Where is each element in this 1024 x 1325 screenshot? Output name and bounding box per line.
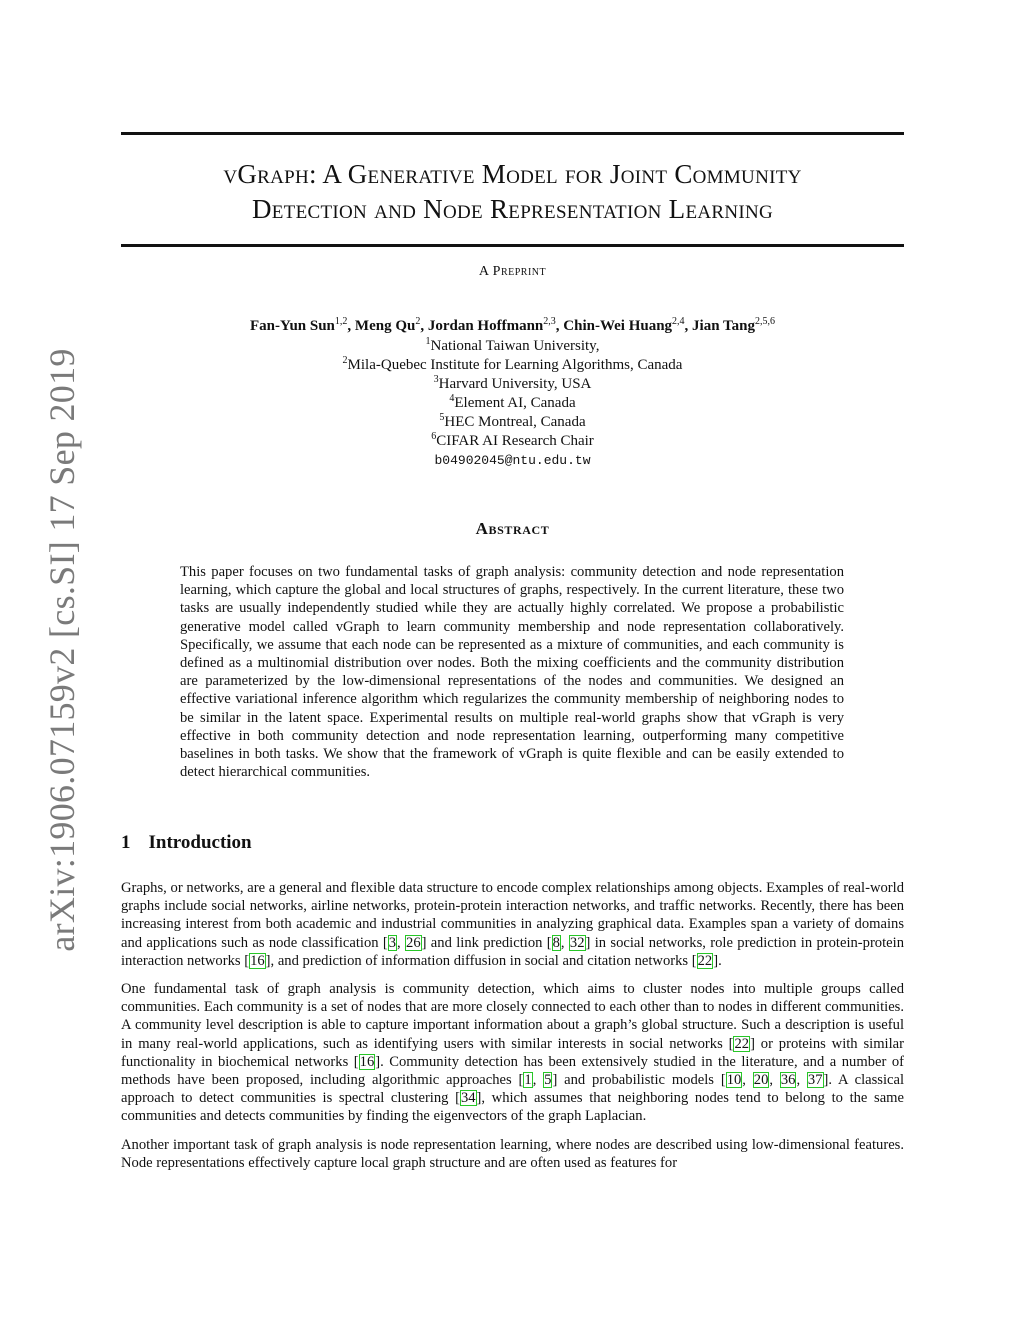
citation-link[interactable]: 1	[524, 1072, 532, 1089]
citation-link[interactable]: 10	[726, 1072, 742, 1089]
citation-link[interactable]: 22	[697, 952, 713, 969]
affiliation-line	[121, 356, 904, 375]
affiliation-number: 2	[342, 355, 348, 366]
citation-link[interactable]: 37	[807, 1072, 823, 1089]
title-line-1: vGraph: A Generative Model for Joint Community	[223, 159, 802, 189]
title-bottom-rule	[121, 244, 904, 247]
title-top-rule	[121, 132, 904, 135]
arxiv-sidebar-stamp: arXiv:1906.07159v2 [cs.SI] 17 Sep 2019	[42, 348, 82, 952]
affiliation-text: HEC Montreal, Canada	[444, 414, 586, 430]
author-list	[121, 316, 904, 336]
author-affiliation-marker: 2,5,6	[755, 316, 776, 327]
affiliation-line	[121, 432, 904, 451]
affiliation-text: Harvard University, USA	[438, 376, 592, 392]
author-separator: ,	[555, 318, 564, 334]
paragraph-text: ] or proteins with similar functionality in biochemical networks [	[121, 1035, 904, 1070]
author-separator: ,	[684, 318, 693, 334]
contact-email[interactable]: b04902045@ntu.edu.tw	[434, 453, 591, 468]
paragraph-text: ,	[532, 1072, 544, 1089]
paragraph-text: One fundamental task of graph analysis is community detection, which aims to cluster nodes into multiple groups called communities. Each community is a set of nodes that are more closely connected to each other than to nodes in different communities. A community level description is able to capture important information about a graph’s global structure. Such a description is useful in many real-world applications, such as identifying users with similar interests in social networks [	[121, 981, 904, 1052]
paragraph-text: ] and probabilistic models [	[552, 1072, 726, 1089]
affiliation-number: 6	[431, 431, 437, 442]
citation-link[interactable]: 16	[250, 952, 265, 969]
citation-link[interactable]: 32	[569, 934, 585, 951]
paragraph-text: ,	[397, 934, 406, 951]
affiliation-line	[121, 394, 904, 413]
intro-paragraph	[121, 980, 904, 1126]
affiliation-number: 3	[433, 374, 439, 385]
affiliation-list	[121, 337, 904, 470]
citation-link[interactable]: 22	[734, 1035, 750, 1052]
paragraph-text: ], and prediction of information diffusion in social and citation networks [	[265, 952, 697, 969]
preprint-label: A Preprint	[478, 264, 547, 279]
author-name: Jian Tang	[692, 318, 756, 334]
paragraph-text: Graphs, or networks, are a general and flexible data structure to encode complex relationships among objects. Examples of real-world graphs include social networks, airline networks, protein-protein interaction networks, and traffic networks. Recently, there has been increasing interest from both academic and industrial communities in analyzing graphical data. Examples span a variety of domains and applications such as node classification [	[121, 880, 904, 951]
author-name: Jordan Hoffmann	[427, 318, 544, 334]
citation-link[interactable]: 8	[552, 934, 560, 951]
paragraph-text: ] in social networks, role prediction in protein-protein interaction networks [	[121, 934, 904, 969]
affiliation-line	[121, 337, 904, 356]
paragraph-text: ] and link prediction [	[421, 934, 552, 951]
citation-link[interactable]: 26	[406, 934, 421, 951]
abstract-heading: Abstract	[475, 519, 550, 538]
paragraph-text: ,	[560, 934, 569, 951]
paragraph-text: ,	[769, 1072, 780, 1089]
paragraph-text: ], which assumes that neighboring nodes tend to belong to the same communities and detects communities by finding the eigenvectors of the graph Laplacian.	[121, 1090, 905, 1125]
paragraph-text: ,	[796, 1072, 807, 1089]
title-line-2: Detection and Node Representation Learning	[251, 194, 774, 224]
affiliation-number: 5	[439, 412, 445, 423]
author-separator: ,	[420, 318, 428, 334]
affiliation-line	[121, 413, 904, 432]
affiliation-number: 1	[425, 336, 431, 347]
abstract-text: This paper focuses on two fundamental tasks of graph analysis: community detection and node representation learning, which capture the global and local structures of graphs, respectively. In the current literature, these two tasks are usually independently studied while they are actually highly correlated. We propose a probabilistic generative model called vGraph to learn community membership and node representation collaboratively. Specifically, we assume that each node can be represented as a mixture of communities, and each community is defined as a multinomial distribution over nodes. Both the mixing coefficients and the community distribution are parameterized by the low-dimensional representations of the nodes and communities. We designed an effective variational inference algorithm which regularizes the community membership of neighboring nodes to be similar in the latent space. Experimental results on multiple real-world graphs show that vGraph is very effective in both community detection and node representation learning, outperforming many competitive baselines in both tasks. We show that the framework of vGraph is quite flexible and can be easily extended to detect hierarchical communities.	[180, 564, 844, 781]
affiliation-line	[121, 375, 904, 394]
paragraph-text: Another important task of graph analysis is node representation learning, where nodes are described using low-dimensional features. Node representations effectively capture local graph structure and are often used as features for	[121, 1136, 904, 1171]
intro-paragraph	[121, 1136, 904, 1172]
introduction-body	[121, 879, 904, 1182]
affiliation-text: Element AI, Canada	[454, 395, 576, 411]
author-name: Chin-Wei Huang	[563, 318, 673, 334]
paragraph-text: ]. Community detection has been extensively studied in the literature, and a number of methods have been proposed, including algorithmic approaches [	[121, 1053, 904, 1089]
author-separator: ,	[347, 318, 355, 334]
affiliation-text: CIFAR AI Research Chair	[436, 433, 594, 449]
affiliation-number: 4	[449, 393, 455, 404]
paragraph-text: ,	[742, 1072, 753, 1089]
author-affiliation-marker: 2,3	[543, 316, 556, 327]
author-affiliation-marker: 1,2	[334, 316, 348, 327]
author-name: Meng Qu	[354, 318, 416, 334]
citation-link[interactable]: 16	[359, 1053, 375, 1070]
intro-paragraph	[121, 879, 904, 970]
paragraph-text: ]. A classical approach to detect communities is spectral clustering [	[121, 1072, 905, 1107]
citation-link[interactable]: 34	[460, 1090, 476, 1107]
affiliation-text: National Taiwan University,	[430, 338, 600, 354]
citation-link[interactable]: 20	[753, 1072, 769, 1089]
author-affiliation-marker: 2,4	[672, 316, 685, 327]
affiliation-text: Mila-Quebec Institute for Learning Algorithms, Canada	[347, 357, 683, 373]
citation-link[interactable]: 36	[780, 1072, 796, 1089]
citation-link[interactable]: 3	[388, 934, 397, 951]
author-name: Fan-Yun Sun	[249, 318, 335, 334]
section-number: 1	[121, 832, 131, 853]
paper-title	[121, 157, 904, 227]
paragraph-text: ].	[713, 952, 722, 969]
section-title: Introduction	[148, 832, 252, 853]
citation-link[interactable]: 5	[544, 1072, 552, 1089]
section-heading-introduction	[121, 832, 252, 854]
author-affiliation-marker: 2	[415, 316, 421, 327]
